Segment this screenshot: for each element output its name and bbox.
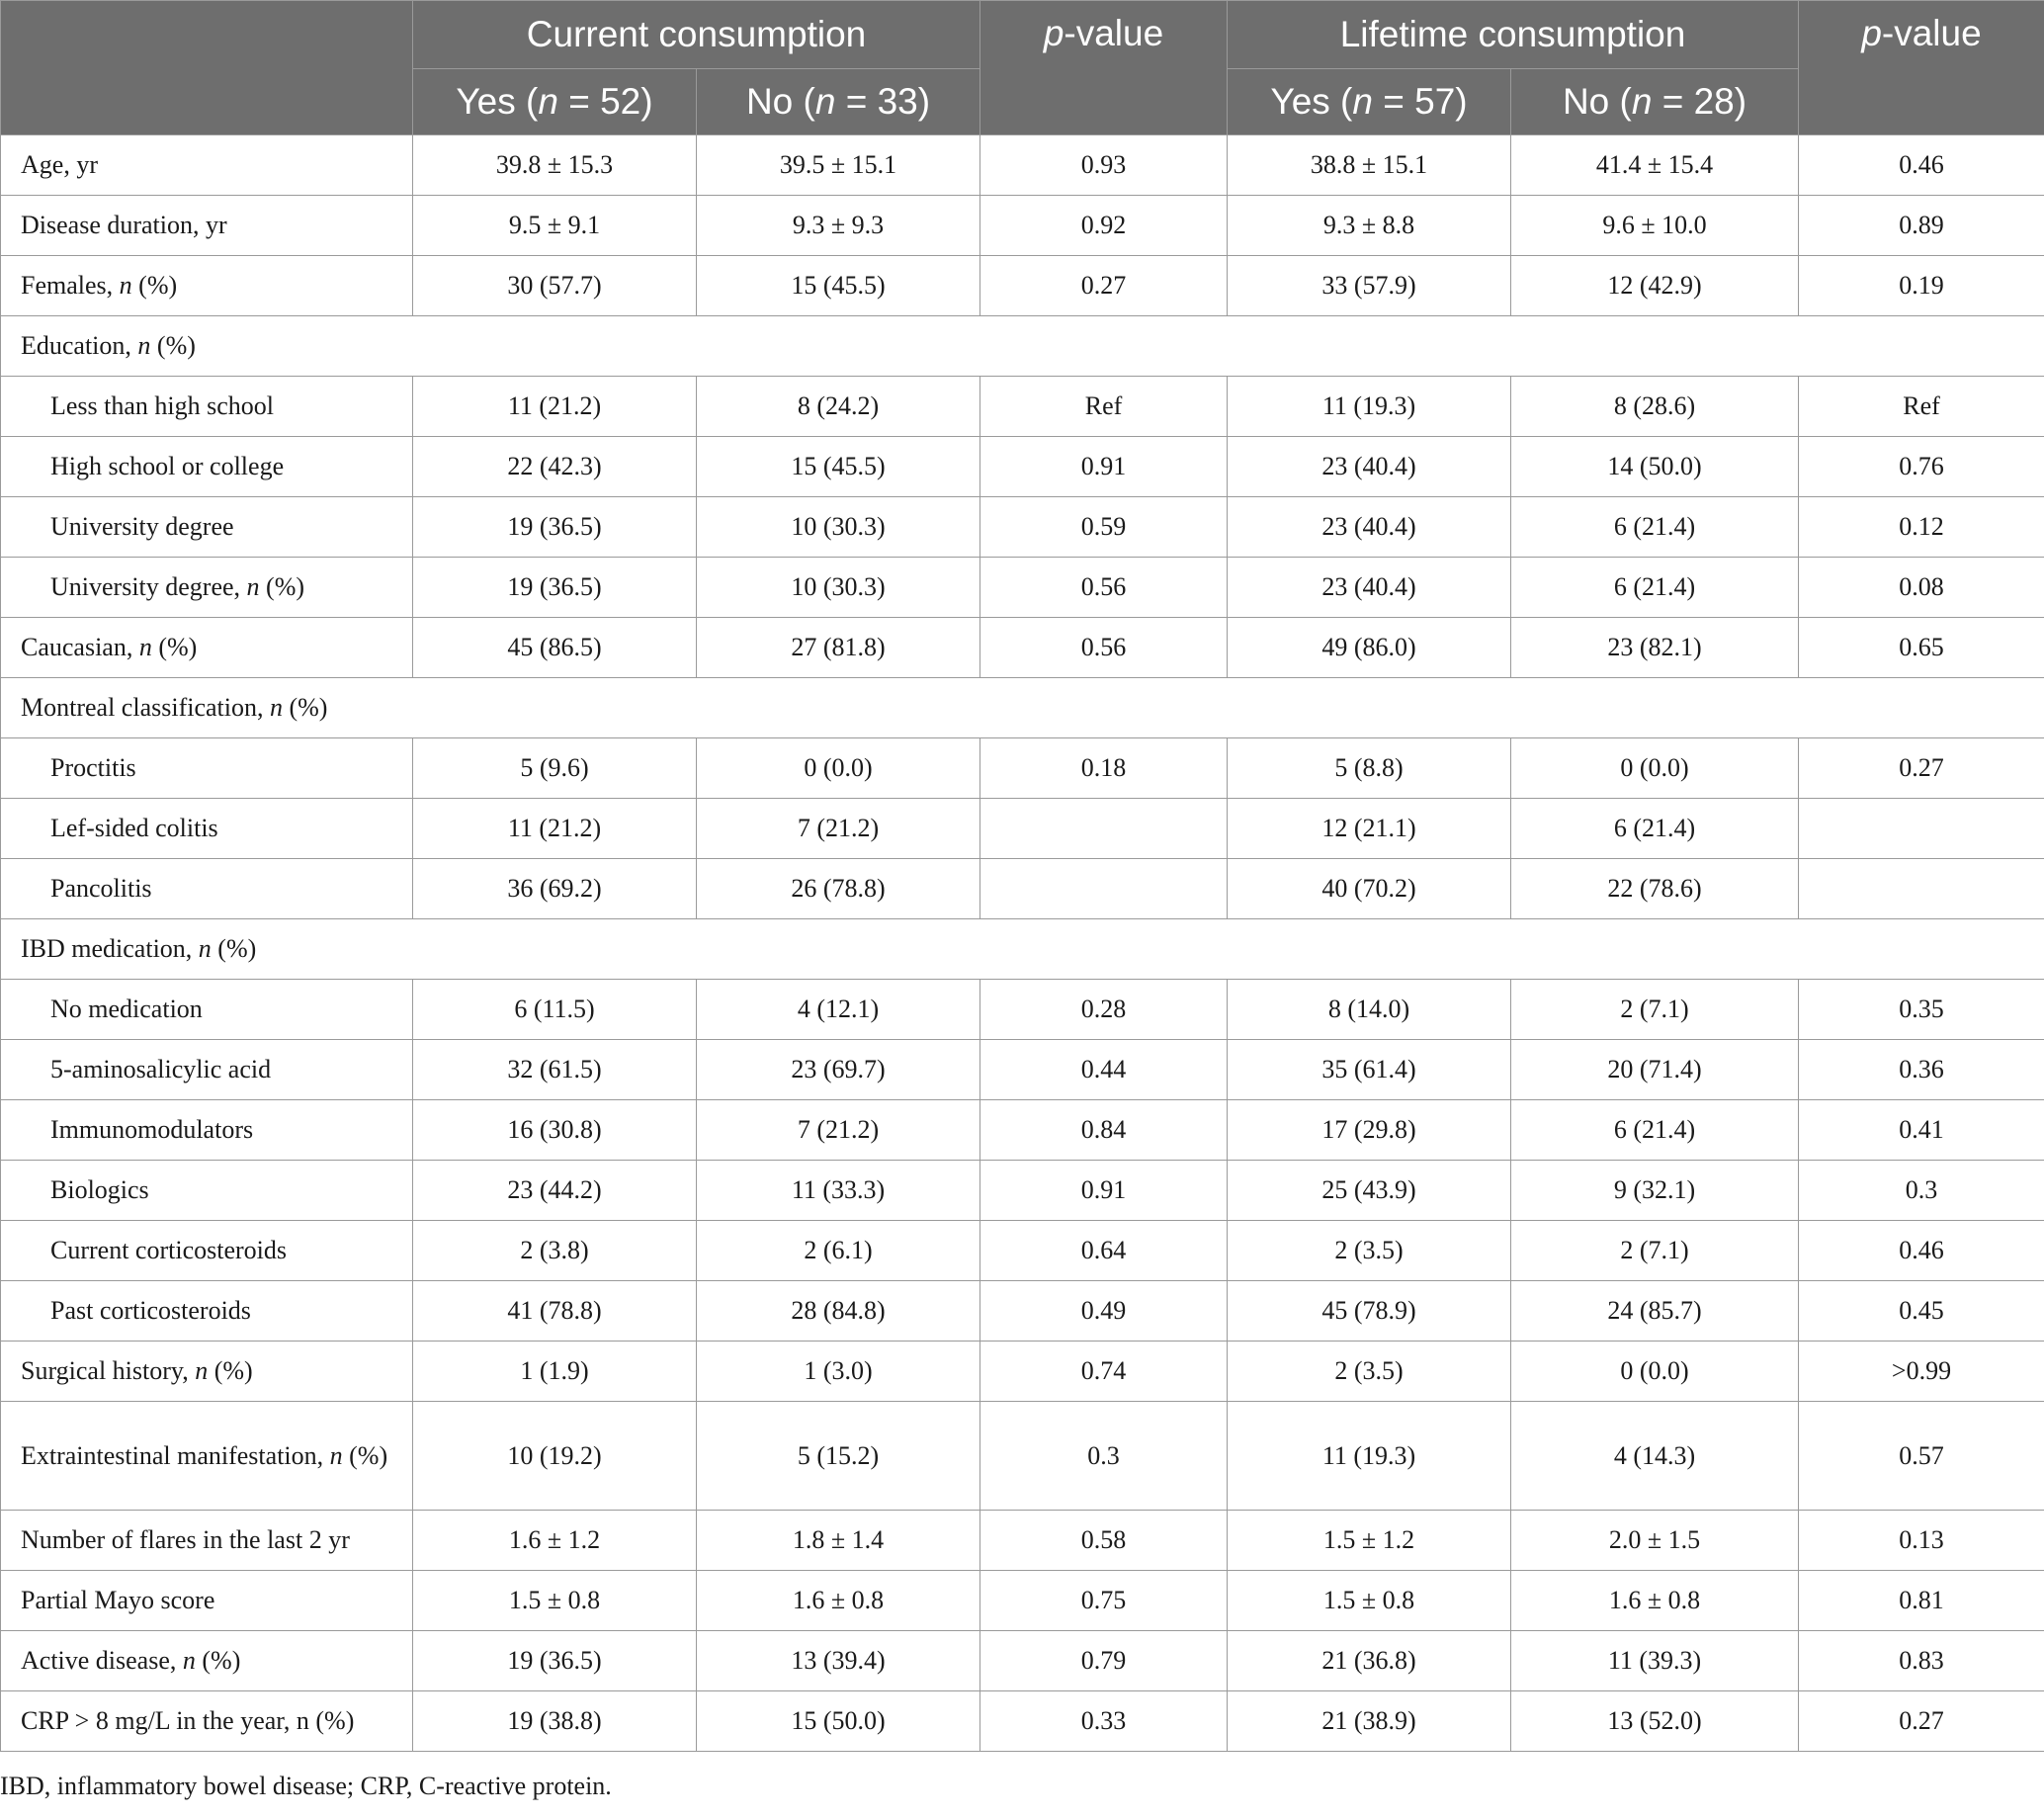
row-label: University degree (1, 497, 413, 558)
row-label: No medication (1, 980, 413, 1040)
lifetime-no-cell: 0 (0.0) (1511, 1342, 1799, 1402)
current-no-cell: 8 (24.2) (697, 377, 980, 437)
current-yes-cell: 30 (57.7) (413, 256, 697, 316)
lifetime-pvalue-cell: 0.65 (1799, 618, 2044, 678)
lifetime-no-cell: 2 (7.1) (1511, 980, 1799, 1040)
header-lifetime-no: No (n = 28) (1511, 69, 1799, 135)
current-yes-cell: 1.5 ± 0.8 (413, 1571, 697, 1631)
table-row (1, 256, 2044, 316)
lifetime-yes-cell: 1.5 ± 0.8 (1228, 1571, 1511, 1631)
lifetime-pvalue-cell: 0.13 (1799, 1511, 2044, 1571)
row-label: High school or college (1, 437, 413, 497)
row-label: Disease duration, yr (1, 196, 413, 256)
current-yes-cell: 1 (1.9) (413, 1342, 697, 1402)
table-row (1, 738, 2044, 799)
current-pvalue-cell: 0.3 (980, 1402, 1228, 1511)
lifetime-no-cell: 20 (71.4) (1511, 1040, 1799, 1100)
current-pvalue-cell (980, 799, 1228, 859)
current-no-cell: 0 (0.0) (697, 738, 980, 799)
lifetime-no-cell: 9 (32.1) (1511, 1161, 1799, 1221)
table-row (1, 1571, 2044, 1631)
current-no-cell: 1.8 ± 1.4 (697, 1511, 980, 1571)
current-no-cell: 1.6 ± 0.8 (697, 1571, 980, 1631)
current-pvalue-cell: 0.79 (980, 1631, 1228, 1691)
lifetime-no-cell: 12 (42.9) (1511, 256, 1799, 316)
lifetime-pvalue-cell: 0.45 (1799, 1281, 2044, 1342)
lifetime-pvalue-cell: 0.36 (1799, 1040, 2044, 1100)
current-yes-cell: 1.6 ± 1.2 (413, 1511, 697, 1571)
lifetime-no-cell: 23 (82.1) (1511, 618, 1799, 678)
lifetime-yes-cell: 21 (36.8) (1228, 1631, 1511, 1691)
current-pvalue-cell: 0.49 (980, 1281, 1228, 1342)
lifetime-yes-cell: 23 (40.4) (1228, 437, 1511, 497)
table-row (1, 497, 2044, 558)
lifetime-no-cell: 24 (85.7) (1511, 1281, 1799, 1342)
header-current-consumption: Current consumption (413, 1, 980, 69)
lifetime-pvalue-cell: 0.08 (1799, 558, 2044, 618)
current-yes-cell: 11 (21.2) (413, 799, 697, 859)
lifetime-no-cell: 41.4 ± 15.4 (1511, 135, 1799, 196)
current-no-cell: 1 (3.0) (697, 1342, 980, 1402)
row-label: Less than high school (1, 377, 413, 437)
row-label: Females, n (%) (1, 256, 413, 316)
table-footnote: IBD, inflammatory bowel disease; CRP, C-reactive protein. (0, 1772, 612, 1800)
lifetime-pvalue-cell (1799, 859, 2044, 919)
lifetime-no-cell: 8 (28.6) (1511, 377, 1799, 437)
row-label: Number of flares in the last 2 yr (1, 1511, 413, 1571)
section-filler (413, 316, 2044, 377)
table-row (1, 1342, 2044, 1402)
current-yes-cell: 10 (19.2) (413, 1402, 697, 1511)
row-label: Partial Mayo score (1, 1571, 413, 1631)
lifetime-no-cell: 13 (52.0) (1511, 1691, 1799, 1752)
row-label: Education, n (%) (1, 316, 413, 377)
lifetime-no-cell: 14 (50.0) (1511, 437, 1799, 497)
lifetime-pvalue-cell: 0.81 (1799, 1571, 2044, 1631)
table-row (1, 618, 2044, 678)
current-no-cell: 26 (78.8) (697, 859, 980, 919)
lifetime-yes-cell: 23 (40.4) (1228, 497, 1511, 558)
current-yes-cell: 22 (42.3) (413, 437, 697, 497)
table-header (1, 1, 2044, 135)
table-row (1, 377, 2044, 437)
lifetime-no-cell: 0 (0.0) (1511, 738, 1799, 799)
current-no-cell: 15 (45.5) (697, 437, 980, 497)
lifetime-pvalue-cell: 0.83 (1799, 1631, 2044, 1691)
row-label: CRP > 8 mg/L in the year, n (%) (1, 1691, 413, 1752)
lifetime-yes-cell: 2 (3.5) (1228, 1221, 1511, 1281)
table-body (1, 135, 2044, 1752)
table-row (1, 1691, 2044, 1752)
table-section-row (1, 919, 2044, 980)
lifetime-yes-cell: 2 (3.5) (1228, 1342, 1511, 1402)
current-yes-cell: 6 (11.5) (413, 980, 697, 1040)
table-row (1, 1040, 2044, 1100)
lifetime-no-cell: 1.6 ± 0.8 (1511, 1571, 1799, 1631)
current-yes-cell: 5 (9.6) (413, 738, 697, 799)
lifetime-pvalue-cell: 0.12 (1799, 497, 2044, 558)
current-yes-cell: 16 (30.8) (413, 1100, 697, 1161)
current-no-cell: 10 (30.3) (697, 558, 980, 618)
current-no-cell: 11 (33.3) (697, 1161, 980, 1221)
current-no-cell: 5 (15.2) (697, 1402, 980, 1511)
lifetime-yes-cell: 45 (78.9) (1228, 1281, 1511, 1342)
table-row (1, 980, 2044, 1040)
lifetime-yes-cell: 25 (43.9) (1228, 1161, 1511, 1221)
table-row (1, 196, 2044, 256)
row-label: University degree, n (%) (1, 558, 413, 618)
current-pvalue-cell: 0.91 (980, 437, 1228, 497)
current-yes-cell: 36 (69.2) (413, 859, 697, 919)
current-yes-cell: 32 (61.5) (413, 1040, 697, 1100)
lifetime-yes-cell: 12 (21.1) (1228, 799, 1511, 859)
lifetime-no-cell: 4 (14.3) (1511, 1402, 1799, 1511)
current-pvalue-cell: 0.28 (980, 980, 1228, 1040)
lifetime-yes-cell: 38.8 ± 15.1 (1228, 135, 1511, 196)
current-yes-cell: 19 (36.5) (413, 558, 697, 618)
current-no-cell: 9.3 ± 9.3 (697, 196, 980, 256)
current-pvalue-cell: 0.58 (980, 1511, 1228, 1571)
header-current-no: No (n = 33) (697, 69, 980, 135)
current-pvalue-cell (980, 859, 1228, 919)
current-yes-cell: 45 (86.5) (413, 618, 697, 678)
lifetime-yes-cell: 35 (61.4) (1228, 1040, 1511, 1100)
header-pvalue-current: p-value (980, 1, 1228, 135)
current-pvalue-cell: 0.59 (980, 497, 1228, 558)
current-pvalue-cell: Ref (980, 377, 1228, 437)
row-label: IBD medication, n (%) (1, 919, 413, 980)
table-row (1, 799, 2044, 859)
table-row (1, 1221, 2044, 1281)
lifetime-yes-cell: 11 (19.3) (1228, 1402, 1511, 1511)
header-pvalue-lifetime: p-value (1799, 1, 2044, 135)
row-label: Pancolitis (1, 859, 413, 919)
lifetime-yes-cell: 33 (57.9) (1228, 256, 1511, 316)
table-section-row (1, 316, 2044, 377)
lifetime-no-cell: 6 (21.4) (1511, 497, 1799, 558)
current-yes-cell: 39.8 ± 15.3 (413, 135, 697, 196)
row-label: Surgical history, n (%) (1, 1342, 413, 1402)
lifetime-pvalue-cell (1799, 799, 2044, 859)
lifetime-no-cell: 22 (78.6) (1511, 859, 1799, 919)
table-row (1, 1161, 2044, 1221)
lifetime-yes-cell: 17 (29.8) (1228, 1100, 1511, 1161)
current-pvalue-cell: 0.91 (980, 1161, 1228, 1221)
table-row (1, 1402, 2044, 1511)
table-row (1, 558, 2044, 618)
lifetime-pvalue-cell: 0.19 (1799, 256, 2044, 316)
lifetime-yes-cell: 40 (70.2) (1228, 859, 1511, 919)
lifetime-yes-cell: 49 (86.0) (1228, 618, 1511, 678)
current-pvalue-cell: 0.74 (980, 1342, 1228, 1402)
lifetime-pvalue-cell: >0.99 (1799, 1342, 2044, 1402)
lifetime-yes-cell: 5 (8.8) (1228, 738, 1511, 799)
current-pvalue-cell: 0.56 (980, 558, 1228, 618)
current-pvalue-cell: 0.84 (980, 1100, 1228, 1161)
lifetime-pvalue-cell: 0.76 (1799, 437, 2044, 497)
table-row (1, 1631, 2044, 1691)
table-row (1, 859, 2044, 919)
lifetime-yes-cell: 11 (19.3) (1228, 377, 1511, 437)
current-no-cell: 28 (84.8) (697, 1281, 980, 1342)
table-row (1, 1281, 2044, 1342)
current-yes-cell: 41 (78.8) (413, 1281, 697, 1342)
lifetime-yes-cell: 8 (14.0) (1228, 980, 1511, 1040)
row-label: Past corticosteroids (1, 1281, 413, 1342)
lifetime-no-cell: 2 (7.1) (1511, 1221, 1799, 1281)
row-label: Caucasian, n (%) (1, 618, 413, 678)
header-lifetime-consumption: Lifetime consumption (1228, 1, 1799, 69)
current-pvalue-cell: 0.33 (980, 1691, 1228, 1752)
current-no-cell: 7 (21.2) (697, 799, 980, 859)
lifetime-pvalue-cell: 0.27 (1799, 1691, 2044, 1752)
current-yes-cell: 19 (38.8) (413, 1691, 697, 1752)
current-yes-cell: 11 (21.2) (413, 377, 697, 437)
lifetime-no-cell: 11 (39.3) (1511, 1631, 1799, 1691)
lifetime-pvalue-cell: 0.46 (1799, 135, 2044, 196)
section-filler (413, 919, 2044, 980)
current-no-cell: 13 (39.4) (697, 1631, 980, 1691)
current-pvalue-cell: 0.18 (980, 738, 1228, 799)
row-label: Biologics (1, 1161, 413, 1221)
row-label: Age, yr (1, 135, 413, 196)
lifetime-no-cell: 2.0 ± 1.5 (1511, 1511, 1799, 1571)
row-label: Proctitis (1, 738, 413, 799)
row-label: Active disease, n (%) (1, 1631, 413, 1691)
current-no-cell: 7 (21.2) (697, 1100, 980, 1161)
current-yes-cell: 2 (3.8) (413, 1221, 697, 1281)
lifetime-yes-cell: 23 (40.4) (1228, 558, 1511, 618)
current-no-cell: 15 (50.0) (697, 1691, 980, 1752)
current-pvalue-cell: 0.27 (980, 256, 1228, 316)
lifetime-no-cell: 9.6 ± 10.0 (1511, 196, 1799, 256)
header-current-yes: Yes (n = 52) (413, 69, 697, 135)
current-pvalue-cell: 0.93 (980, 135, 1228, 196)
current-no-cell: 2 (6.1) (697, 1221, 980, 1281)
current-no-cell: 27 (81.8) (697, 618, 980, 678)
current-yes-cell: 19 (36.5) (413, 1631, 697, 1691)
lifetime-yes-cell: 9.3 ± 8.8 (1228, 196, 1511, 256)
lifetime-pvalue-cell: 0.57 (1799, 1402, 2044, 1511)
lifetime-pvalue-cell: 0.3 (1799, 1161, 2044, 1221)
section-filler (413, 678, 2044, 738)
current-yes-cell: 19 (36.5) (413, 497, 697, 558)
lifetime-pvalue-cell: 0.27 (1799, 738, 2044, 799)
lifetime-pvalue-cell: 0.89 (1799, 196, 2044, 256)
row-label: 5-aminosalicylic acid (1, 1040, 413, 1100)
current-no-cell: 4 (12.1) (697, 980, 980, 1040)
lifetime-yes-cell: 1.5 ± 1.2 (1228, 1511, 1511, 1571)
current-no-cell: 10 (30.3) (697, 497, 980, 558)
current-pvalue-cell: 0.64 (980, 1221, 1228, 1281)
lifetime-pvalue-cell: 0.35 (1799, 980, 2044, 1040)
row-label: Current corticosteroids (1, 1221, 413, 1281)
table-row (1, 437, 2044, 497)
row-label: Extraintestinal manifestation, n (%) (1, 1402, 413, 1511)
row-label: Montreal classification, n (%) (1, 678, 413, 738)
current-pvalue-cell: 0.56 (980, 618, 1228, 678)
header-lifetime-yes: Yes (n = 57) (1228, 69, 1511, 135)
lifetime-no-cell: 6 (21.4) (1511, 799, 1799, 859)
table-row (1, 1100, 2044, 1161)
lifetime-no-cell: 6 (21.4) (1511, 1100, 1799, 1161)
lifetime-pvalue-cell: 0.41 (1799, 1100, 2044, 1161)
lifetime-pvalue-cell: Ref (1799, 377, 2044, 437)
table-section-row (1, 678, 2044, 738)
current-no-cell: 39.5 ± 15.1 (697, 135, 980, 196)
lifetime-no-cell: 6 (21.4) (1511, 558, 1799, 618)
table-row (1, 135, 2044, 196)
row-label: Immunomodulators (1, 1100, 413, 1161)
current-no-cell: 23 (69.7) (697, 1040, 980, 1100)
header-corner-cell (1, 1, 413, 135)
row-label: Lef-sided colitis (1, 799, 413, 859)
current-pvalue-cell: 0.92 (980, 196, 1228, 256)
current-pvalue-cell: 0.75 (980, 1571, 1228, 1631)
current-pvalue-cell: 0.44 (980, 1040, 1228, 1100)
current-yes-cell: 9.5 ± 9.1 (413, 196, 697, 256)
lifetime-yes-cell: 21 (38.9) (1228, 1691, 1511, 1752)
table-row (1, 1511, 2044, 1571)
lifetime-pvalue-cell: 0.46 (1799, 1221, 2044, 1281)
current-no-cell: 15 (45.5) (697, 256, 980, 316)
current-yes-cell: 23 (44.2) (413, 1161, 697, 1221)
